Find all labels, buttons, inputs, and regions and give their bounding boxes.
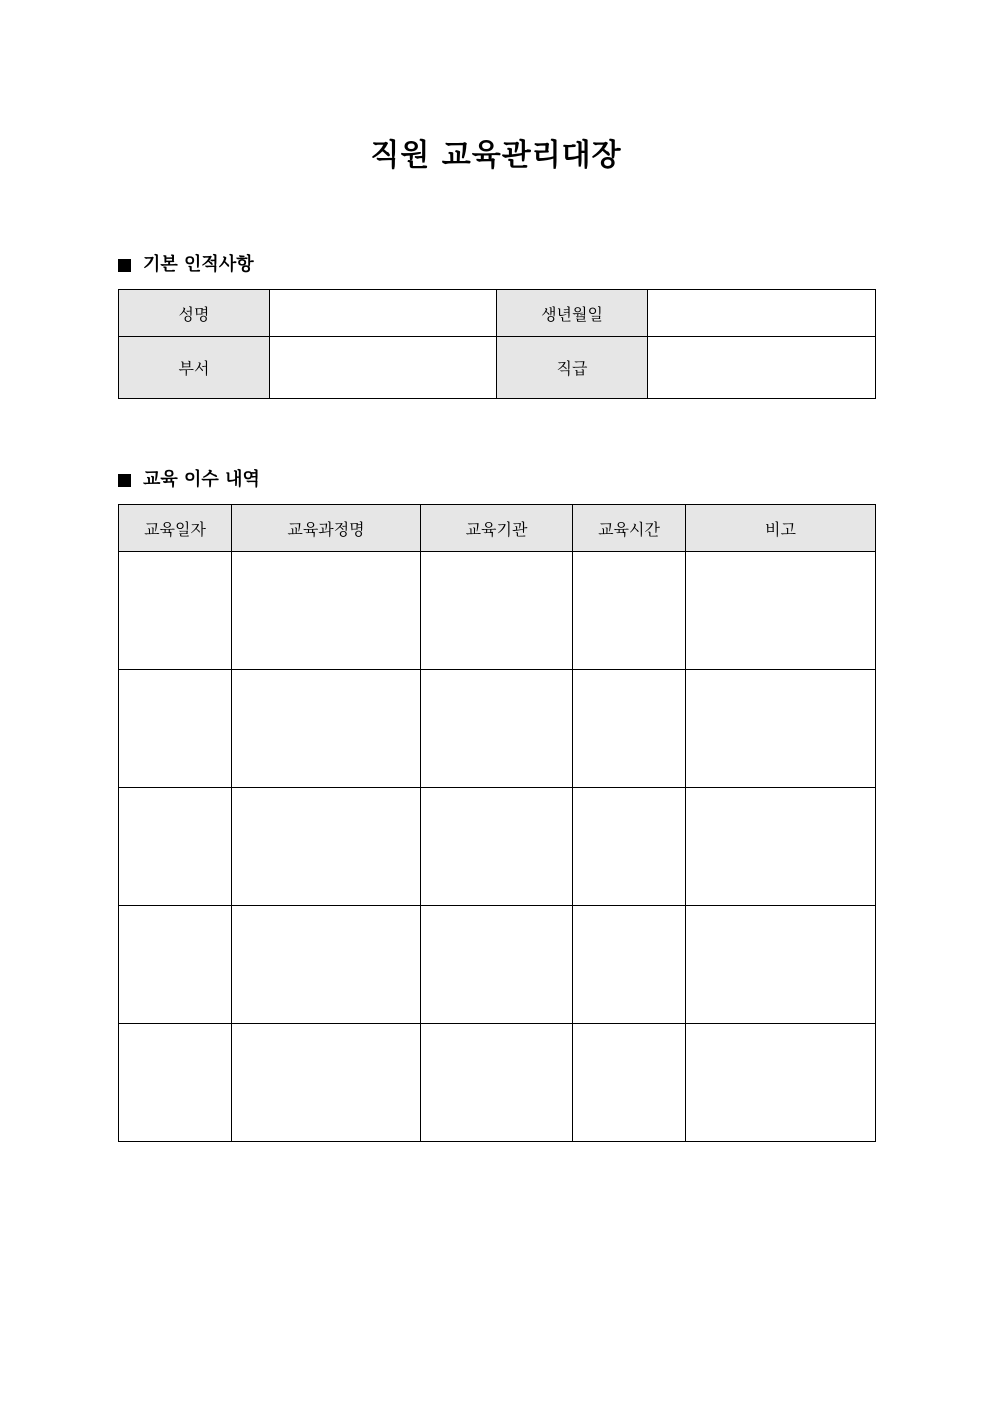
cell-course[interactable] [232, 552, 421, 670]
cell-date[interactable] [119, 1024, 232, 1142]
column-header-course: 교육과정명 [232, 505, 421, 552]
column-header-hours: 교육시간 [573, 505, 686, 552]
cell-course[interactable] [232, 670, 421, 788]
column-header-remarks: 비고 [686, 505, 876, 552]
department-label: 부서 [119, 337, 270, 399]
table-row [119, 552, 876, 670]
cell-hours[interactable] [573, 788, 686, 906]
cell-course[interactable] [232, 906, 421, 1024]
section-heading-label: 기본 인적사항 [143, 254, 254, 275]
page-title: 직원 교육관리대장 [370, 138, 622, 173]
cell-remarks[interactable] [686, 670, 876, 788]
cell-institution[interactable] [421, 906, 573, 1024]
table-row [119, 337, 876, 399]
section-heading-label: 교육 이수 내역 [143, 469, 260, 490]
cell-date[interactable] [119, 906, 232, 1024]
cell-institution[interactable] [421, 788, 573, 906]
table-row [119, 290, 876, 337]
table-row [119, 670, 876, 788]
training-history-table [118, 504, 876, 1142]
name-label: 성명 [119, 290, 270, 337]
table-header-row [119, 505, 876, 552]
cell-course[interactable] [232, 1024, 421, 1142]
position-label: 직급 [497, 337, 648, 399]
cell-date[interactable] [119, 788, 232, 906]
name-field[interactable] [270, 290, 497, 337]
position-field[interactable] [648, 337, 876, 399]
table-row [119, 906, 876, 1024]
square-bullet-icon [118, 259, 131, 272]
cell-hours[interactable] [573, 1024, 686, 1142]
column-header-institution: 교육기관 [421, 505, 573, 552]
table-row [119, 1024, 876, 1142]
section-heading-training [118, 468, 260, 492]
column-header-date: 교육일자 [119, 505, 232, 552]
cell-hours[interactable] [573, 552, 686, 670]
cell-course[interactable] [232, 788, 421, 906]
cell-remarks[interactable] [686, 1024, 876, 1142]
table-row [119, 788, 876, 906]
cell-hours[interactable] [573, 906, 686, 1024]
cell-date[interactable] [119, 670, 232, 788]
cell-institution[interactable] [421, 552, 573, 670]
cell-institution[interactable] [421, 1024, 573, 1142]
cell-remarks[interactable] [686, 552, 876, 670]
birthdate-label: 생년월일 [497, 290, 648, 337]
basic-info-table [118, 289, 876, 399]
cell-remarks[interactable] [686, 906, 876, 1024]
birthdate-field[interactable] [648, 290, 876, 337]
section-heading-basic-info [118, 253, 254, 277]
square-bullet-icon [118, 474, 131, 487]
department-field[interactable] [270, 337, 497, 399]
cell-institution[interactable] [421, 670, 573, 788]
cell-remarks[interactable] [686, 788, 876, 906]
cell-date[interactable] [119, 552, 232, 670]
cell-hours[interactable] [573, 670, 686, 788]
